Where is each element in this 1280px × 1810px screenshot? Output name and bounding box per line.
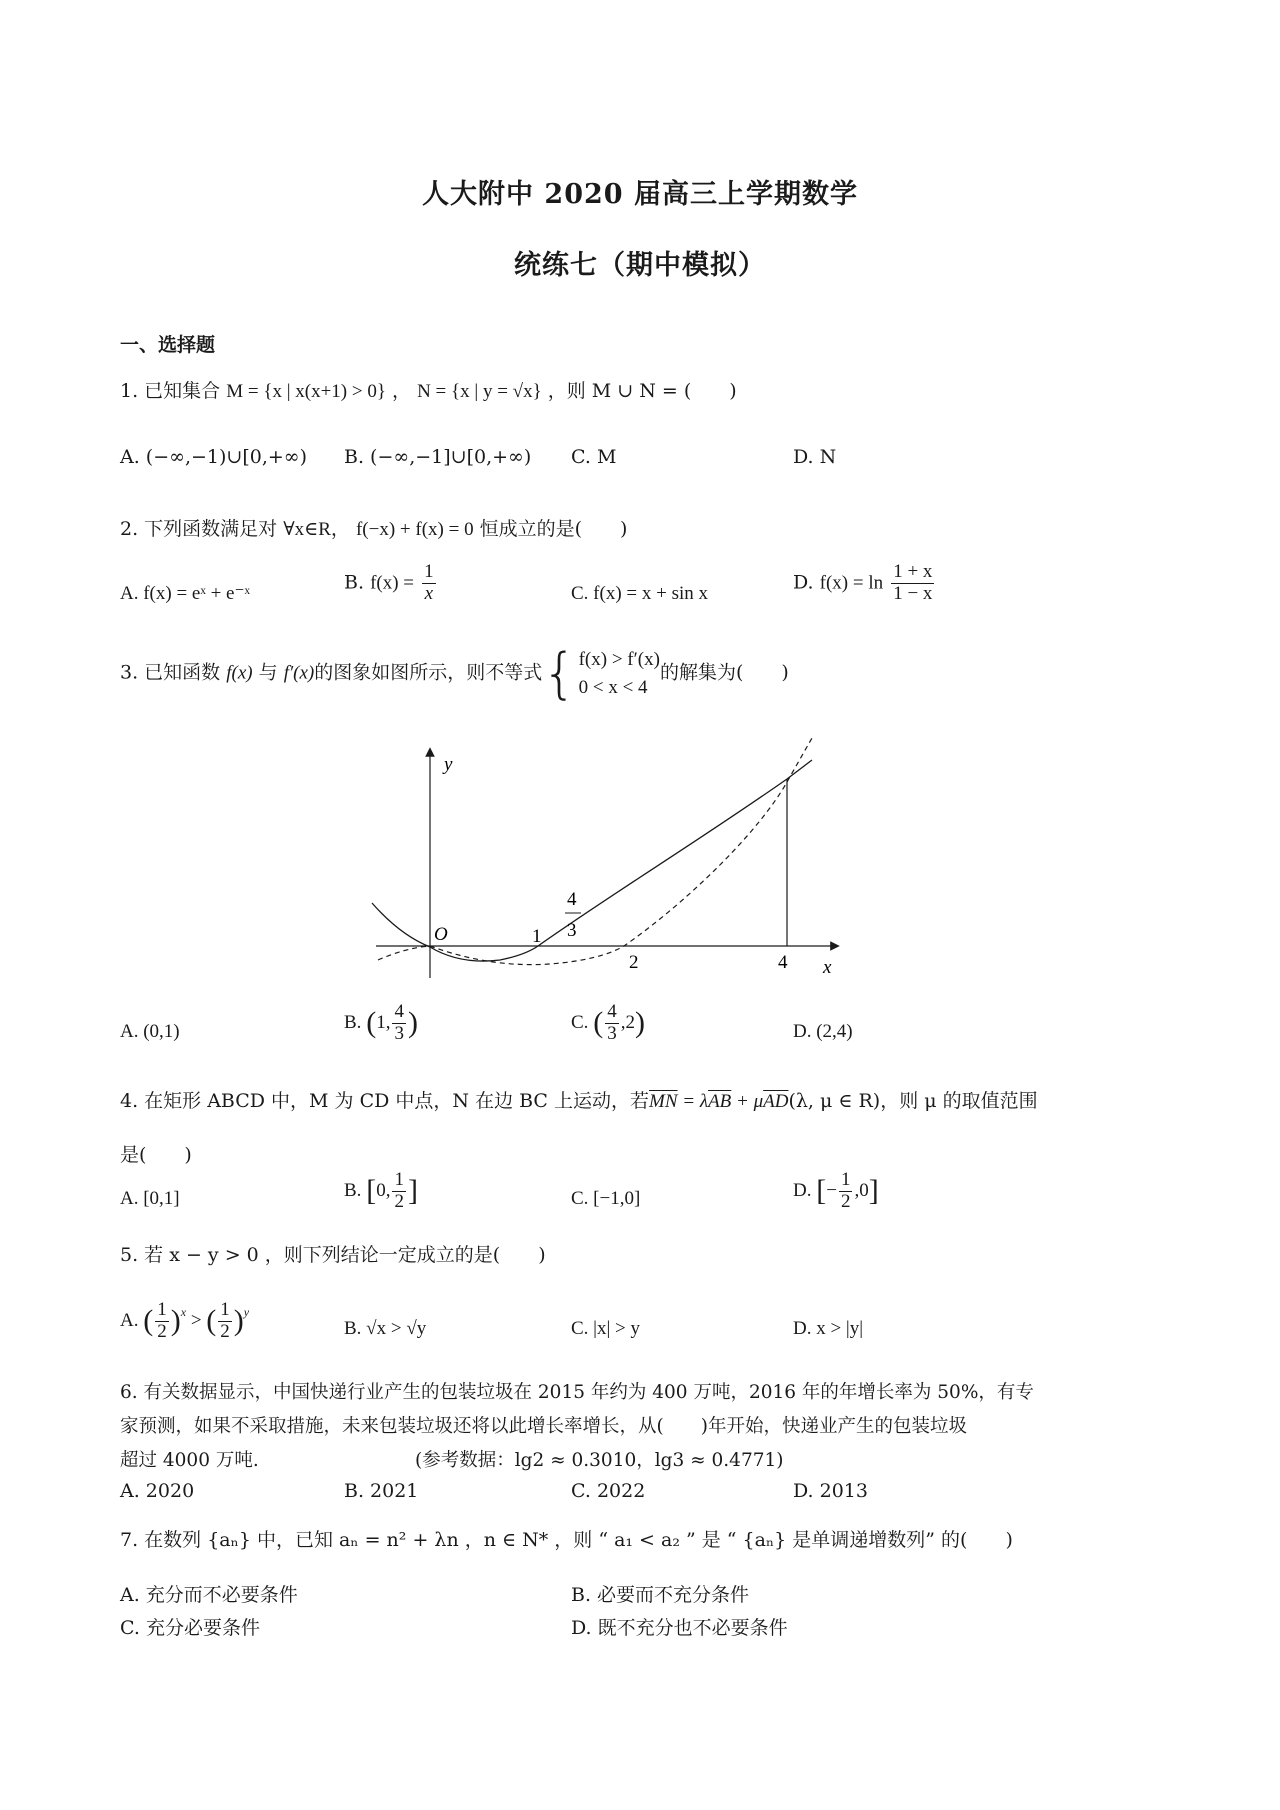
x-axis-label: x: [823, 957, 832, 978]
q3-mid: 与: [258, 661, 278, 684]
q2-option-d: [793, 562, 936, 605]
tick-label-4: 4: [778, 952, 788, 973]
q1-set-m: M = {x | x(x+1) > 0}: [226, 381, 386, 402]
q1-sep: ，: [392, 380, 412, 402]
q4-option-a: A. [0,1]: [120, 1188, 180, 1209]
q4-option-b-label: B.: [344, 1179, 362, 1201]
q3-option-c-label: C.: [571, 1011, 589, 1033]
q3-option-b: B. (1, $\frac{4}{3}$ ): [344, 1001, 418, 1044]
q1-option-b: B. (−∞,−1]∪[0,+∞): [344, 446, 532, 468]
tick-label-4-3-den: 3: [567, 920, 577, 941]
q1-tail: ，则 M ∪ N = ( ): [547, 380, 737, 402]
q2-option-b-label: B.: [344, 571, 365, 594]
q4-condition: (λ, μ ∈ R)，则 μ 的取值范围: [788, 1090, 1038, 1112]
q2-option-b: [344, 562, 438, 605]
q2-condition: ∀x∈R，: [283, 519, 350, 540]
q2-option-d-den: 1 − x: [893, 582, 933, 604]
question-3: [120, 641, 789, 705]
q2-tail: 恒成立的是( ): [479, 518, 628, 540]
question-7: 7. 在数列 {aₙ} 中，已知 aₙ = n² + λn ，n ∈ N* ，则 “ a₁ < a₂ ” 是 “ {aₙ} 是单调递增数列” 的( ): [120, 1529, 1013, 1551]
exam-subtitle: 统练七（期中模拟）: [514, 250, 766, 281]
q5-option-a-num2: 1: [220, 1299, 230, 1320]
q2-option-c-text: C. f(x) = x + sin x: [571, 583, 709, 604]
q7-option-d: D. 既不充分也不必要条件: [571, 1617, 788, 1639]
q3-option-c: C. ( $\frac{4}{3}$ ,2): [571, 1001, 645, 1044]
q4-option-d-label: D.: [793, 1179, 812, 1201]
q4-option-d-num: 1: [840, 1169, 851, 1190]
q4-option-b-den: 2: [394, 1190, 404, 1212]
section-heading: 一、选择题: [120, 334, 216, 356]
q2-option-c: [571, 582, 708, 605]
q6-option-d: D. 2013: [793, 1480, 868, 1502]
q3-fprime: f′(x): [283, 662, 315, 684]
function-graph: [360, 720, 840, 1000]
q2-option-d-lhs: f(x) = ln: [819, 572, 884, 594]
q1-prefix: 1. 已知集合: [120, 380, 221, 402]
question-6-line2: 家预测，如果不采取措施，未来包装垃圾还将以此增长率增长，从( )年开始，快递业产生的包装垃圾: [120, 1416, 967, 1437]
question-2: [120, 514, 627, 541]
q3-option-a: [120, 1020, 180, 1043]
q3-option-d-text: D. (2,4): [793, 1021, 853, 1042]
q3-system: [542, 641, 660, 705]
brace-icon: {: [542, 641, 577, 705]
q5-option-a-den1: 2: [157, 1320, 167, 1342]
q5-option-d: D. x > |y|: [793, 1318, 864, 1339]
q4-option-b-num: 1: [394, 1169, 404, 1190]
q3-option-c-num: 4: [607, 1001, 617, 1022]
q1-option-d: D. N: [793, 446, 837, 468]
q1-option-a: A. (−∞,−1)∪[0,+∞): [120, 446, 308, 468]
q5-option-a-exp-x: x: [180, 1304, 187, 1319]
q3-option-c-right: ,2: [620, 1011, 635, 1033]
question-6-reference: (参考数据：lg2 ≈ 0.3010，lg3 ≈ 0.4771): [415, 1450, 784, 1471]
q2-option-b-num: 1: [424, 561, 434, 582]
q4-option-d-sign: −: [826, 1179, 837, 1201]
q6-option-a: A. 2020: [120, 1480, 195, 1502]
q5-option-a: A. ( $\frac{1}{2}$ )$^x$ > ( $\frac{1}{2}$ )$^y$: [120, 1299, 250, 1342]
question-6-line1: 6. 有关数据显示，中国快递行业产生的包装垃圾在 2015 年约为 400 万吨，2016 年的年增长率为 50%，有专: [120, 1382, 1034, 1403]
q5-option-a-gt: >: [190, 1309, 202, 1331]
q3-option-a-text: A. (0,1): [120, 1021, 180, 1042]
q3-option-b-den: 3: [394, 1022, 404, 1044]
q4-option-d-den: 2: [840, 1190, 851, 1212]
q3-prefix: 3. 已知函数: [120, 661, 221, 684]
q5-option-a-num1: 1: [157, 1299, 167, 1320]
q4-option-c: C. [−1,0]: [571, 1188, 641, 1209]
q2-prefix: 2. 下列函数满足对: [120, 518, 278, 540]
question-4-line2: 是( ): [120, 1144, 192, 1166]
q3-mid2: 的图象如图所示，则不等式: [314, 661, 543, 684]
q4-plus: + μ: [731, 1091, 764, 1112]
question-4: [120, 1086, 1038, 1113]
q4-option-d: D. [− $\frac{1}{2}$ ,0]: [793, 1169, 879, 1212]
y-axis-label: y: [444, 754, 453, 775]
q3-system-line2: 0 < x < 4: [578, 676, 648, 698]
q3-tail: 的解集为( ): [659, 661, 789, 684]
q2-option-a-text: A. f(x) = eˣ + e⁻ˣ: [120, 583, 251, 604]
question-5: 5. 若 x − y > 0 ，则下列结论一定成立的是( ): [120, 1244, 546, 1266]
q5-option-b: B. √x > √y: [344, 1318, 427, 1339]
q4-option-b: B. [0, $\frac{1}{2}$ ]: [344, 1169, 418, 1212]
q4-option-d-right: ,0: [854, 1179, 869, 1201]
tick-label-2: 2: [629, 952, 639, 973]
q3-option-d: [793, 1020, 853, 1043]
q4-line1: 4. 在矩形 ABCD 中，M 为 CD 中点，N 在边 BC 上运动，若: [120, 1090, 649, 1112]
q1-set-n: N = {x | y = √x}: [417, 381, 542, 402]
question-6-line3a: 超过 4000 万吨.: [120, 1450, 259, 1471]
q2-option-b-den: x: [424, 582, 434, 604]
q4-vector-ab: $\overline{AB}$: [708, 1091, 732, 1112]
origin-label: O: [434, 924, 448, 945]
q7-option-c: C. 充分必要条件: [120, 1617, 260, 1639]
q4-vector-mn: $\overline{MN}$: [649, 1091, 678, 1112]
tick-label-1: 1: [532, 926, 542, 947]
q3-f: f(x): [226, 662, 253, 684]
q4-option-b-left: 0,: [376, 1179, 391, 1201]
q2-option-b-lhs: f(x) =: [370, 572, 415, 594]
q6-option-b: B. 2021: [344, 1480, 419, 1502]
q3-option-c-den: 3: [607, 1022, 617, 1044]
tick-label-4-3-num: 4: [567, 889, 577, 910]
q7-option-b: B. 必要而不充分条件: [571, 1584, 750, 1606]
q2-equation: f(−x) + f(x) = 0: [355, 519, 474, 540]
question-1: [120, 376, 737, 403]
q2-option-a: [120, 582, 250, 605]
q6-option-c: C. 2022: [571, 1480, 646, 1502]
q3-system-line1: f(x) > f′(x): [578, 649, 660, 670]
q5-option-a-exp-y: y: [243, 1304, 250, 1319]
q3-option-b-label: B.: [344, 1011, 362, 1033]
q5-option-a-den2: 2: [220, 1320, 230, 1342]
q5-option-c: C. |x| > y: [571, 1318, 640, 1339]
q4-eq: = λ: [677, 1091, 709, 1112]
q4-vector-ad: $\overline{AD}$: [763, 1091, 789, 1112]
q2-option-d-num: 1 + x: [893, 561, 933, 582]
exam-title: 人大附中 2020 届高三上学期数学: [422, 179, 858, 210]
q3-option-b-left: 1,: [376, 1011, 391, 1033]
q2-option-d-label: D.: [793, 571, 814, 594]
q1-option-c: C. M: [571, 446, 617, 468]
q7-option-a: A. 充分而不必要条件: [120, 1584, 298, 1606]
q5-option-a-label: A.: [120, 1309, 139, 1331]
q3-option-b-num: 4: [394, 1001, 404, 1022]
